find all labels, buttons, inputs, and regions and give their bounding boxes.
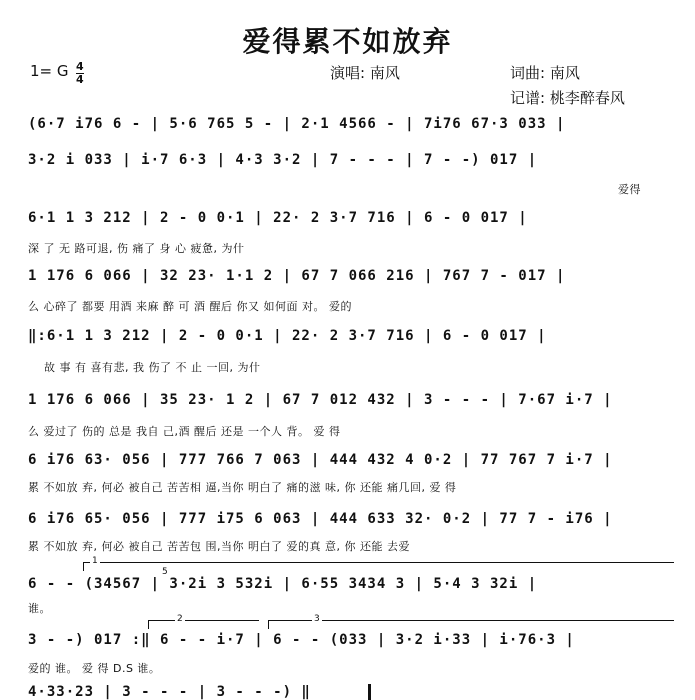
lyric-line: 么 心碎了 都要 用酒 来麻 醉 可 酒 醒后 你又 如何面 对。 爱的 [28,300,352,313]
time-signature-top: 4 [76,60,84,73]
score-line: 6 - - (34567 | 3·2i 3 532i | 6·55 3434 3 | 5·4 3 32i | [28,576,538,592]
volta-bracket-3 [268,620,674,629]
triplet-label: 5 [162,567,168,577]
volta-label-1: 1 [92,556,98,566]
lyric-line: 故 事 有 喜有悲, 我 伤了 不 止 一回, 为什 [44,361,261,374]
volta-bracket-2 [148,620,259,629]
score-line: 1 176 6 066 | 35 23· 1 2 | 67 7 012 432 | 3 - - - | 7·67 i·7 | [28,392,613,408]
score-line: 6 i76 65· 056 | 777 i75 6 063 | 444 633 32· 0·2 | 77 7 - i76 | [28,511,613,527]
lyric-line: 么 爱过了 伤的 总是 我自 己,酒 醒后 还是 一个人 背。 爱 得 [28,425,341,438]
composer-credit: 词曲: 南风 [510,64,580,82]
singer-credit: 演唱: 南风 [330,64,400,82]
score-line: 3 - -) 017 :‖ 6 - - i·7 | 6 - - (033 | 3·2 i·33 | i·76·3 | [28,632,575,648]
score-line: ‖:6·1 1 3 212 | 2 - 0 0·1 | 22· 2 3·7 716 | 6 - 0 017 | [28,328,547,344]
time-signature-bottom: 4 [76,73,84,86]
score-line: 1 176 6 066 | 32 23· 1·1 2 | 67 7 066 216 | 767 7 - 017 | [28,268,566,284]
score-line: (6·7 i76 6 - | 5·6 765 5 - | 2·1 4566 - | 7i76 67·3 033 | [28,116,566,132]
key-signature: 1= G [30,62,69,80]
final-barline [368,684,371,700]
page-title: 爱得累不如放弃 [242,25,453,58]
score-line: 4·33·23 | 3 - - - | 3 - - -) ‖ [28,684,311,700]
volta-label-2: 2 [177,614,183,624]
lyric-line: 爱的 谁。 爱 得 D.S 谁。 [28,662,161,675]
time-signature [76,62,84,85]
lyric-line: 累 不如放 弃, 何必 被自己 苦苦包 围,当你 明白了 爱的真 意, 你 还能 去爱 [28,540,410,553]
volta-label-3: 3 [314,614,320,624]
score-line: 6·1 1 3 212 | 2 - 0 0·1 | 22· 2 3·7 716 | 6 - 0 017 | [28,210,528,226]
lyric-line: 爱得 [618,183,641,196]
volta-bracket-1 [83,562,674,571]
lyric-line: 深 了 无 路可退, 伤 痛了 身 心 疲惫, 为什 [28,242,245,255]
transcriber-credit: 记谱: 桃李醉春风 [510,89,625,107]
score-line: 3·2 i 033 | i·7 6·3 | 4·3 3·2 | 7 - - - | 7 - -) 017 | [28,152,538,168]
lyric-line: 谁。 [28,602,51,615]
score-line: 6 i76 63· 056 | 777 766 7 063 | 444 432 4 0·2 | 77 767 7 i·7 | [28,452,613,468]
lyric-line: 累 不如放 弃, 何必 被自己 苦苦相 逼,当你 明白了 痛的滋 味, 你 还能 痛几回, 爱 得 [28,481,457,494]
